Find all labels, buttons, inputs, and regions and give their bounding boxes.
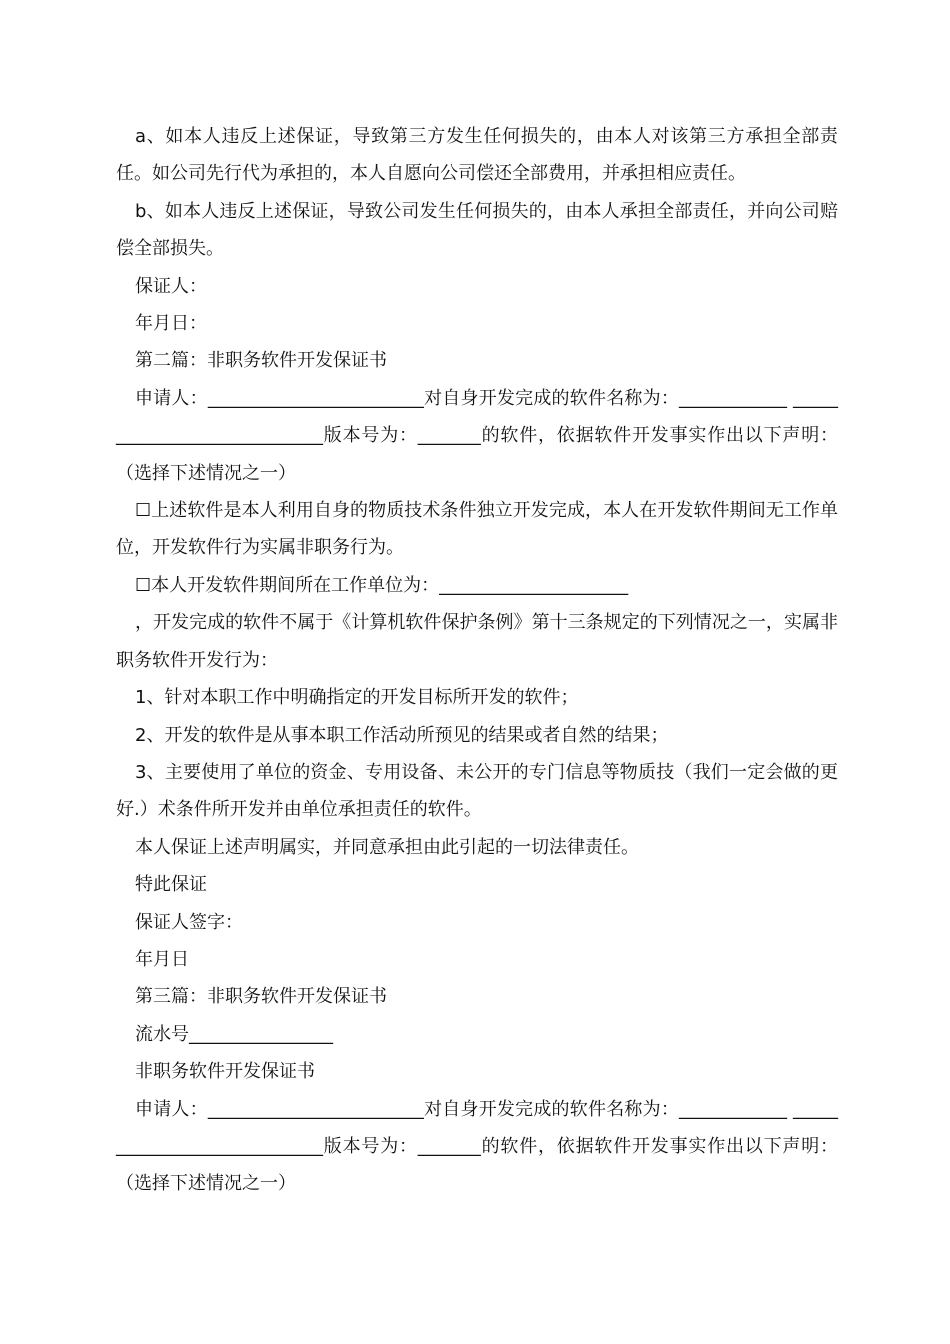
applicant-statement: 申请人：________________________对自身开发完成的软件名称为：____________ ____________________________版本号为：_______的软件，依据软件开发事实作出以下声明：（选择下述情况之一） <box>116 387 838 484</box>
list-item-2: 2、开发的软件是从事本职工作活动所预见的结果或者自然的结果； <box>135 724 669 746</box>
applicant-statement-repeat: 申请人：________________________对自身开发完成的软件名称为：____________ ____________________________版本号为：_______的软件，依据软件开发事实作出以下声明：（选择下述情况之一） <box>116 1098 838 1195</box>
section-three-title: 第三篇：非职务软件开发保证书 <box>135 986 387 1008</box>
section-two-title: 第二篇：非职务软件开发保证书 <box>135 350 387 372</box>
liability-statement: 本人保证上述声明属实，并同意承担由此引起的一切法律责任。 <box>135 836 639 858</box>
guarantor-signature-label: 保证人签字： <box>135 911 243 933</box>
document-heading: 非职务软件开发保证书 <box>135 1061 315 1083</box>
date-label: 年月日： <box>135 313 207 335</box>
guarantor-label: 保证人： <box>135 275 207 297</box>
clause-a-paragraph: a、如本人违反上述保证，导致第三方发生任何损失的，由本人对该第三方承担全部责任。如公司先行代为承担的，本人自愿向公司偿还全部费用，并承担相应责任。 <box>116 126 838 185</box>
serial-number-line: 流水号________________ <box>135 1023 333 1045</box>
list-item-3: 3、主要使用了单位的资金、专用设备、未公开的专门信息等物质技（我们一定会做的更好.）术条件所开发并由单位承担责任的软件。 <box>116 761 838 821</box>
clause-b-paragraph: b、如本人违反上述保证，导致公司发生任何损失的，由本人承担全部责任，并向公司赔偿全部损失。 <box>116 200 838 260</box>
list-item-1: 1、针对本职工作中明确指定的开发目标所开发的软件； <box>135 687 579 709</box>
option-independent-development: ☐上述软件是本人利用自身的物质技术条件独立开发完成，本人在开发软件期间无工作单位，开发软件行为实属非职务行为。 <box>116 500 838 559</box>
document-body <box>116 118 838 1203</box>
option-employer-line: ☐本人开发软件期间所在工作单位为：_____________________ <box>135 574 629 596</box>
closing-phrase: 特此保证 <box>135 874 207 896</box>
regulation-statement: ，开发完成的软件不属于《计算机软件保护条例》第十三条规定的下列情况之一，实属非职务软件开发行为： <box>116 612 838 671</box>
signature-date-label: 年月日 <box>135 948 189 970</box>
